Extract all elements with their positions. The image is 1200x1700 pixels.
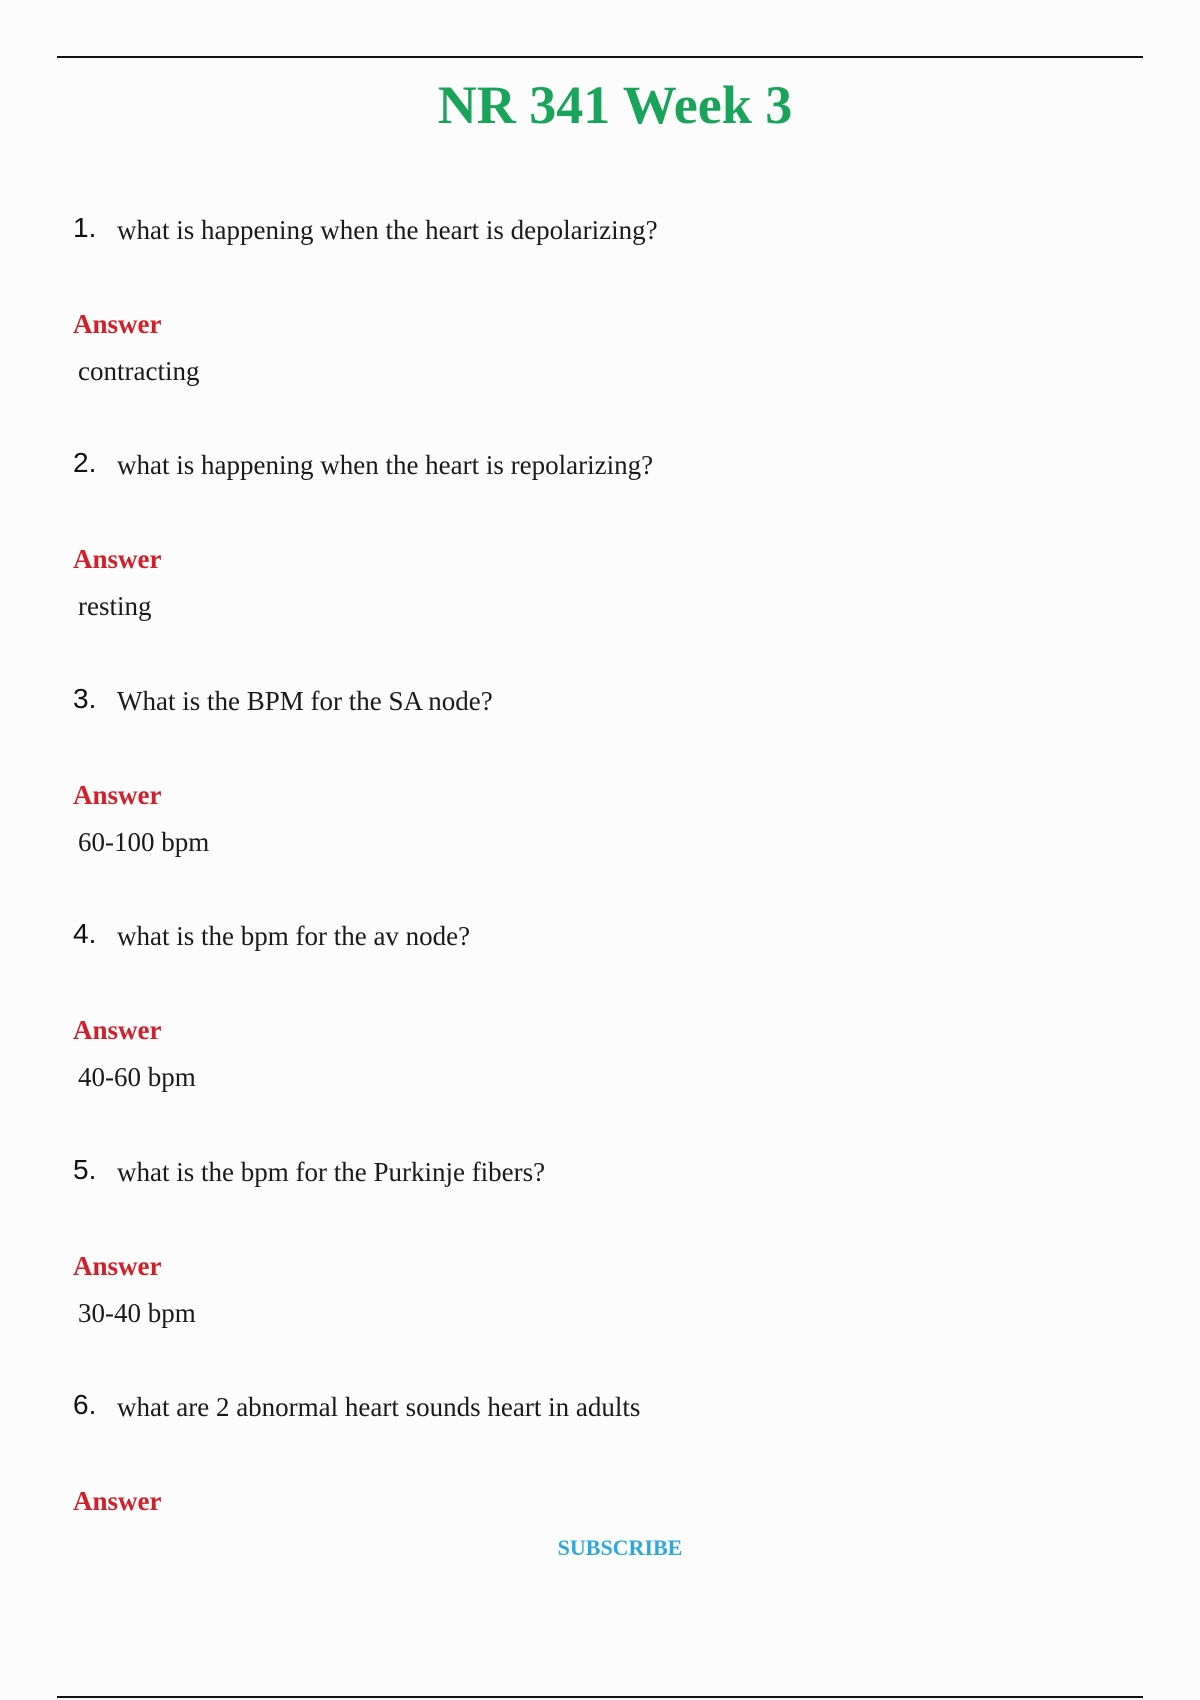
question — [73, 1387, 1133, 1427]
qa-item-4 — [73, 916, 1133, 1092]
qa-item-2 — [73, 445, 1133, 621]
question-number: 5. — [73, 1154, 97, 1185]
qa-item-3 — [73, 681, 1133, 857]
question-text: what is the bpm for the Purkinje fibers? — [117, 1157, 546, 1187]
question-text: what is the bpm for the av node? — [117, 921, 471, 951]
question — [73, 210, 1133, 250]
answer-label: Answer — [73, 1251, 162, 1281]
question-number: 2. — [73, 447, 97, 478]
question-text: what are 2 abnormal heart sounds heart in adults — [117, 1392, 641, 1422]
document-title: NR 341 Week 3 — [437, 75, 793, 135]
answer-text: contracting — [78, 356, 200, 386]
answer-text: 40-60 bpm — [78, 1062, 196, 1092]
answer-label: Answer — [73, 309, 162, 339]
question-text: what is happening when the heart is depolarizing? — [117, 215, 658, 245]
answer-text: 60-100 bpm — [78, 827, 210, 857]
answer-label: Answer — [73, 780, 162, 810]
qa-item-1 — [73, 210, 1133, 386]
question-number: 6. — [73, 1389, 97, 1420]
top-rule — [57, 56, 1143, 58]
answer-text: 30-40 bpm — [78, 1298, 196, 1328]
question-number: 4. — [73, 918, 97, 949]
subscribe-link[interactable]: SUBSCRIBE — [557, 1535, 683, 1560]
qa-item-5 — [73, 1152, 1133, 1328]
answer-label: Answer — [73, 1486, 162, 1516]
question-text: what is happening when the heart is repolarizing? — [117, 450, 654, 480]
qa-item-6 — [73, 1387, 1133, 1516]
question-text: What is the BPM for the SA node? — [117, 686, 493, 716]
question — [73, 681, 1133, 721]
answer-text: resting — [78, 591, 152, 621]
answer-label: Answer — [73, 1015, 162, 1045]
question-number: 3. — [73, 683, 97, 714]
answer-label: Answer — [73, 544, 162, 574]
question — [73, 1152, 1133, 1192]
bottom-rule — [57, 1696, 1143, 1698]
question-number: 1. — [73, 212, 97, 243]
question — [73, 916, 1133, 956]
question — [73, 445, 1133, 485]
